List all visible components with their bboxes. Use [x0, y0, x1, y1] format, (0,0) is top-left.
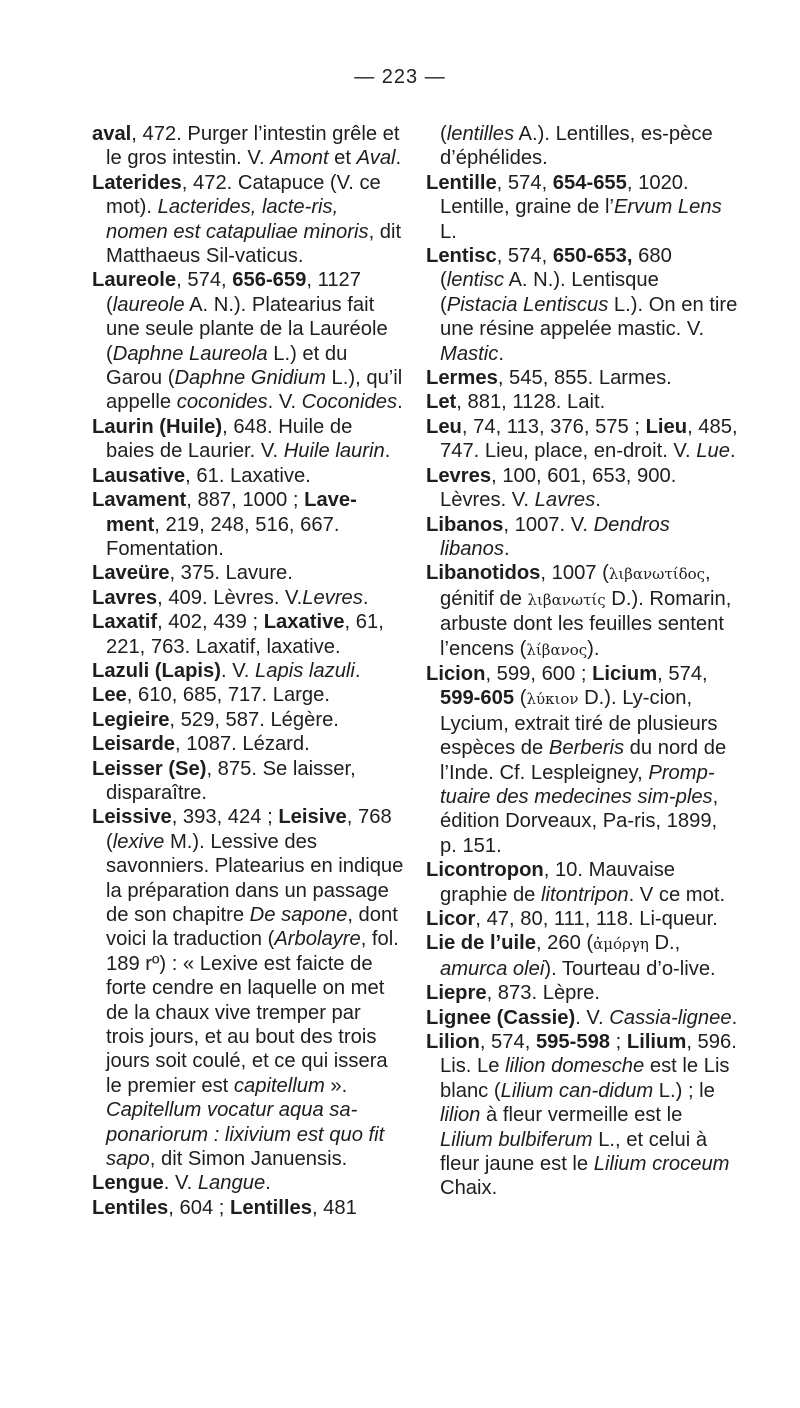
- dictionary-entry: [426, 561, 738, 662]
- entry-greek-text: λιβανωτίς: [527, 590, 606, 609]
- dictionary-entry: [426, 390, 738, 414]
- entry-text: , 873. Lèpre.: [486, 982, 600, 1005]
- entry-text: , 529, 587. Légère.: [169, 708, 339, 731]
- entry-headword: aval: [92, 123, 132, 145]
- entry-headword: Lilion: [426, 1031, 480, 1054]
- entry-text: , 472. Purger l’intestin grêle et le gros intestin. V.: [106, 123, 400, 170]
- entry-greek-text: ἀμόργη: [593, 935, 649, 954]
- entry-text: , 1007. V.: [503, 513, 594, 536]
- entry-headword: Lengue: [92, 1172, 164, 1195]
- entry-text: , 260 (: [535, 932, 594, 955]
- dictionary-entry: [426, 122, 738, 171]
- dictionary-entry: [92, 659, 404, 683]
- entry-text: .: [503, 537, 510, 560]
- entry-text: , 574,: [479, 1031, 536, 1054]
- entry-headword: Lentille: [426, 171, 497, 194]
- entry-greek-text: λίβανος: [526, 640, 588, 659]
- entry-italic-text: Cassia-lignee: [609, 1006, 732, 1029]
- entry-headword: Lausative: [92, 464, 186, 487]
- entry-headword: Leissive: [92, 806, 172, 829]
- dictionary-entry: [426, 981, 738, 1005]
- entry-text: .: [395, 147, 402, 170]
- entry-italic-text: De sapone: [249, 904, 348, 926]
- entry-text: . V.: [163, 1172, 198, 1195]
- entry-bold-text: Licium: [592, 662, 658, 685]
- entry-headword: Lie de l’uile: [426, 932, 536, 955]
- entry-headword: Leu: [426, 415, 462, 438]
- entry-italic-text: Amont: [270, 147, 329, 170]
- entry-text: L.: [440, 220, 457, 243]
- entry-text: , 574,: [176, 269, 233, 292]
- entry-headword: Let: [426, 391, 457, 414]
- page-number: — 223 —: [354, 66, 446, 88]
- entry-italic-text: Arbolayre: [274, 928, 361, 951]
- entry-text: , 610, 685, 717. Large.: [126, 684, 330, 707]
- dictionary-entry: [92, 171, 404, 269]
- entry-text: , 47, 80, 111, 118. Li-queur.: [475, 908, 718, 930]
- entry-headword: Lignee (Cassie): [426, 1006, 576, 1029]
- entry-headword: Lee: [92, 684, 127, 707]
- dictionary-entry: [92, 805, 404, 1171]
- entry-italic-text: Langue: [197, 1172, 266, 1195]
- entry-headword: Libanotidos: [426, 562, 541, 585]
- entry-text: .: [729, 440, 736, 463]
- entry-text: , 61, 221, 763. Laxatif, laxative.: [106, 611, 384, 658]
- entry-text: D.,: [648, 932, 681, 955]
- entry-text: , 881, 1128. Lait.: [456, 391, 606, 414]
- entry-headword: Legieire: [92, 708, 170, 731]
- entry-italic-text: Huile laurin: [283, 440, 385, 463]
- entry-italic-text: Mastic: [440, 342, 499, 365]
- entry-headword: Laureole: [92, 269, 177, 292]
- entry-text: , 545, 855. Larmes.: [497, 367, 672, 390]
- entry-text: . V.: [220, 659, 256, 682]
- entry-italic-text: Lavres: [534, 489, 596, 512]
- entry-italic-text: amurca olei: [440, 957, 545, 980]
- entry-italic-text: Capitellum vocatur aqua sa-ponariorum : lixivium est quo fit sapo: [106, 1099, 385, 1171]
- entry-text: D.). Ly-cion, Lycium, extrait tiré de plusieurs espèces de: [440, 687, 718, 760]
- dictionary-entry: [92, 122, 404, 171]
- entry-text: , 409. Lèvres. V.: [157, 586, 303, 609]
- entry-text: . V.: [575, 1006, 610, 1029]
- entry-headword: Laterides: [92, 171, 182, 194]
- entry-greek-text: λιβανωτίδος: [608, 565, 706, 584]
- entry-headword: Licor: [426, 908, 476, 930]
- entry-text: A. N.). Platearius fait une seule plante de la Lauréole (: [106, 293, 388, 365]
- entry-greek-text: λύκιον: [526, 690, 579, 709]
- entry-headword: Lavres: [92, 586, 158, 609]
- entry-text: , 393, 424 ;: [171, 806, 279, 829]
- entry-text: , 604 ;: [168, 1196, 231, 1219]
- entry-text: Chaix.: [440, 1177, 498, 1200]
- entry-text: du nord de l’Inde. Cf. Lespleigney,: [440, 737, 727, 784]
- entry-italic-text: Aval: [356, 147, 396, 170]
- entry-bold-text: Lave-ment: [106, 489, 357, 536]
- entry-headword: Liepre: [426, 982, 487, 1005]
- right-column: [426, 122, 738, 1201]
- entry-text: ».: [324, 1074, 348, 1097]
- entry-text: 680 (: [440, 245, 672, 292]
- dictionary-entry: [426, 1030, 738, 1201]
- entry-headword: Libanos: [426, 513, 504, 536]
- entry-italic-text: Lilium can-didum: [500, 1079, 654, 1102]
- entry-headword: Lazuli (Lapis): [92, 659, 221, 682]
- entry-text: . V.: [267, 391, 302, 414]
- entry-text: , 100, 601, 653, 900. Lèvres. V.: [440, 464, 677, 512]
- entry-text: .: [265, 1172, 271, 1195]
- entry-text: , fol. 189 rº) : « Lexive est faicte de forte cendre en laquelle on met de la chaux vive tremper par trois jours, et au bout des trois jours soit coulé, et ce qui issera le premier est: [106, 928, 399, 1097]
- entry-headword: Licontropon: [426, 859, 544, 882]
- entry-text: , 10. Mauvaise graphie de: [440, 859, 676, 906]
- entry-text: , dont voici la traduction (: [106, 904, 398, 951]
- entry-text: L.) ; le: [653, 1079, 715, 1102]
- entry-text: L., et celui à fleur jaune est le: [440, 1128, 708, 1176]
- entry-bold-text: 599-605: [440, 687, 515, 710]
- entry-italic-text: Ervum Lens: [613, 196, 722, 219]
- entry-text: , 599, 600 ;: [485, 662, 593, 685]
- entry-text: .: [397, 391, 403, 414]
- entry-italic-text: Levres: [302, 586, 363, 609]
- entry-text: L.), qu’il appelle: [106, 367, 403, 414]
- left-column: [92, 122, 404, 1220]
- entry-italic-text: Pistacia Lentiscus: [446, 293, 609, 316]
- entry-text: , 574,: [657, 662, 708, 685]
- entry-text: A. N.). Lentisque (: [440, 269, 659, 316]
- entry-italic-text: Promp-tuaire des medecines sim-ples: [440, 761, 715, 808]
- entry-text: D.). Romarin, arbuste dont les feuilles sentent l’encens (: [440, 587, 732, 660]
- entry-headword: Levres: [426, 464, 492, 487]
- entry-headword: Laveüre: [92, 562, 170, 585]
- entry-headword: Lermes: [426, 367, 498, 390]
- dictionary-entry: [426, 513, 738, 562]
- entry-text: , édition Dorveaux, Pa-ris, 1899, p. 151.: [440, 785, 719, 857]
- entry-text: , 768 (: [106, 806, 392, 853]
- entry-bold-text: Lentilles: [230, 1196, 312, 1219]
- entry-italic-text: Lilium croceum: [593, 1153, 730, 1176]
- dictionary-entry: [92, 268, 404, 414]
- entry-text: , 375. Lavure.: [169, 562, 293, 585]
- dictionary-entry: [92, 708, 404, 732]
- entry-text: , 875. Se laisser, disparaître.: [106, 757, 356, 804]
- dictionary-entry: [426, 1006, 738, 1030]
- entry-text: est le Lis blanc (: [440, 1055, 730, 1102]
- entry-italic-text: Daphne Laureola: [112, 342, 268, 365]
- entry-italic-text: Dendros libanos: [440, 513, 670, 560]
- entry-italic-text: capitellum: [233, 1074, 325, 1097]
- entry-italic-text: lentisc: [446, 269, 504, 292]
- dictionary-entry: [426, 464, 738, 513]
- entry-headword: Lavament: [92, 489, 187, 512]
- entry-bold-text: Leisive: [278, 806, 347, 829]
- entry-headword: Lentiles: [92, 1196, 169, 1219]
- entry-text: , 648. Huile de baies de Laurier. V.: [106, 415, 353, 463]
- entry-text: .: [498, 342, 504, 365]
- entry-bold-text: 654-655: [552, 171, 627, 194]
- entry-text: , 485, 747. Lieu, place, en-droit. V.: [440, 415, 738, 463]
- entry-bold-text: 656-659: [232, 269, 307, 292]
- entry-text: , dit Matthaeus Sil-vaticus.: [106, 220, 402, 268]
- dictionary-entry: [92, 757, 404, 806]
- entry-bold-text: Lilium: [626, 1031, 687, 1054]
- entry-text: (: [440, 123, 447, 145]
- entry-italic-text: Daphne Gnidium: [174, 367, 326, 390]
- entry-text: , 574,: [496, 245, 553, 268]
- dictionary-entry: [92, 610, 404, 659]
- dictionary-entry: [92, 464, 404, 488]
- entry-text: L.) et du Garou (: [106, 342, 348, 390]
- dictionary-entry: [426, 366, 738, 390]
- entry-headword: Laurin (Huile): [92, 415, 223, 438]
- entry-text: ).: [587, 637, 600, 660]
- dictionary-entry: [92, 683, 404, 707]
- entry-text: , 887, 1000 ;: [186, 489, 305, 512]
- entry-italic-text: Lapis lazuli: [255, 659, 355, 682]
- entry-text: , 74, 113, 376, 575 ;: [461, 415, 646, 438]
- entry-italic-text: Lilium bulbiferum: [440, 1128, 593, 1151]
- entry-italic-text: laureole: [112, 293, 185, 316]
- entry-text: , 574,: [496, 171, 553, 194]
- entry-text: , 61. Laxative.: [185, 464, 311, 487]
- entry-text: L.). On en tire une résine appelée mastic. V.: [440, 293, 738, 341]
- entry-text: , 481: [311, 1196, 357, 1219]
- dictionary-entry: [92, 488, 404, 561]
- entry-headword: Leisser (Se): [92, 757, 207, 780]
- entry-text: , 596. Lis. Le: [440, 1031, 737, 1078]
- dictionary-entry: [426, 662, 738, 858]
- entry-text: .: [731, 1006, 738, 1029]
- entry-headword: Leisarde: [92, 733, 176, 756]
- entry-italic-text: Berberis: [548, 737, 625, 760]
- entry-text: , 472. Catapuce (V. ce mot).: [106, 171, 381, 219]
- entry-italic-text: lilion domesche: [505, 1055, 645, 1078]
- entry-text: , 219, 248, 516, 667. Fomentation.: [106, 513, 340, 560]
- entry-italic-text: litontripon: [541, 883, 629, 906]
- entry-text: .: [384, 440, 391, 463]
- entry-bold-text: Laxative: [263, 611, 345, 634]
- entry-text: ;: [610, 1031, 627, 1054]
- entry-text: , 402, 439 ;: [157, 611, 264, 634]
- entry-text: M.). Lessive des savonniers. Platearius en indique la préparation dans un passage de son chapitre: [106, 830, 404, 926]
- dictionary-entry: [92, 586, 404, 610]
- entry-text: . V ce mot.: [628, 883, 726, 906]
- entry-headword: Laxatif: [92, 611, 158, 634]
- entry-text: , 1087. Lézard.: [175, 733, 310, 756]
- entry-text: ). Tourteau d’o-live.: [544, 957, 716, 980]
- entry-text: A.). Lentilles, es-pèce d’éphélides.: [440, 123, 713, 170]
- entry-italic-text: Coconides: [301, 391, 398, 414]
- dictionary-entry: [426, 415, 738, 464]
- entry-text: , 1020. Lentille, graine de l’: [440, 171, 689, 219]
- dictionary-entry: [92, 1196, 404, 1220]
- entry-text: .: [362, 586, 369, 609]
- entry-italic-text: lexive: [112, 830, 165, 853]
- entry-bold-text: 650-653,: [552, 245, 633, 268]
- entry-headword: Licion: [426, 662, 486, 685]
- entry-italic-text: lilion: [440, 1104, 481, 1127]
- entry-text: .: [354, 659, 361, 682]
- entry-text: .: [595, 489, 601, 512]
- entry-text: , 1007 (: [540, 562, 609, 585]
- entry-text: , 1127 (: [106, 269, 362, 316]
- entry-text: , génitif de: [440, 562, 711, 610]
- entry-headword: Lentisc: [426, 245, 497, 268]
- entry-italic-text: coconides: [176, 391, 268, 414]
- dictionary-entry: [92, 561, 404, 585]
- dictionary-entry: [426, 931, 738, 981]
- dictionary-entry: [92, 1171, 404, 1195]
- entry-italic-text: Lacterides, lacte-ris, nomen est catapuliae minoris: [106, 196, 369, 243]
- entry-text: (: [514, 687, 527, 710]
- dictionary-entry: [426, 907, 738, 931]
- entry-bold-text: 595-598: [535, 1031, 611, 1054]
- entry-text: , dit Simon Januensis.: [149, 1148, 348, 1171]
- dictionary-entry: [92, 415, 404, 464]
- entry-italic-text: lentilles: [446, 123, 515, 145]
- dictionary-entry: [426, 244, 738, 366]
- dictionary-entry: [426, 858, 738, 907]
- dictionary-entry: [426, 171, 738, 244]
- entry-text: à fleur vermeille est le: [480, 1104, 683, 1127]
- dictionary-entry: [92, 732, 404, 756]
- entry-italic-text: Lue: [696, 440, 730, 463]
- entry-bold-text: Lieu: [645, 415, 688, 438]
- entry-text: et: [328, 147, 357, 170]
